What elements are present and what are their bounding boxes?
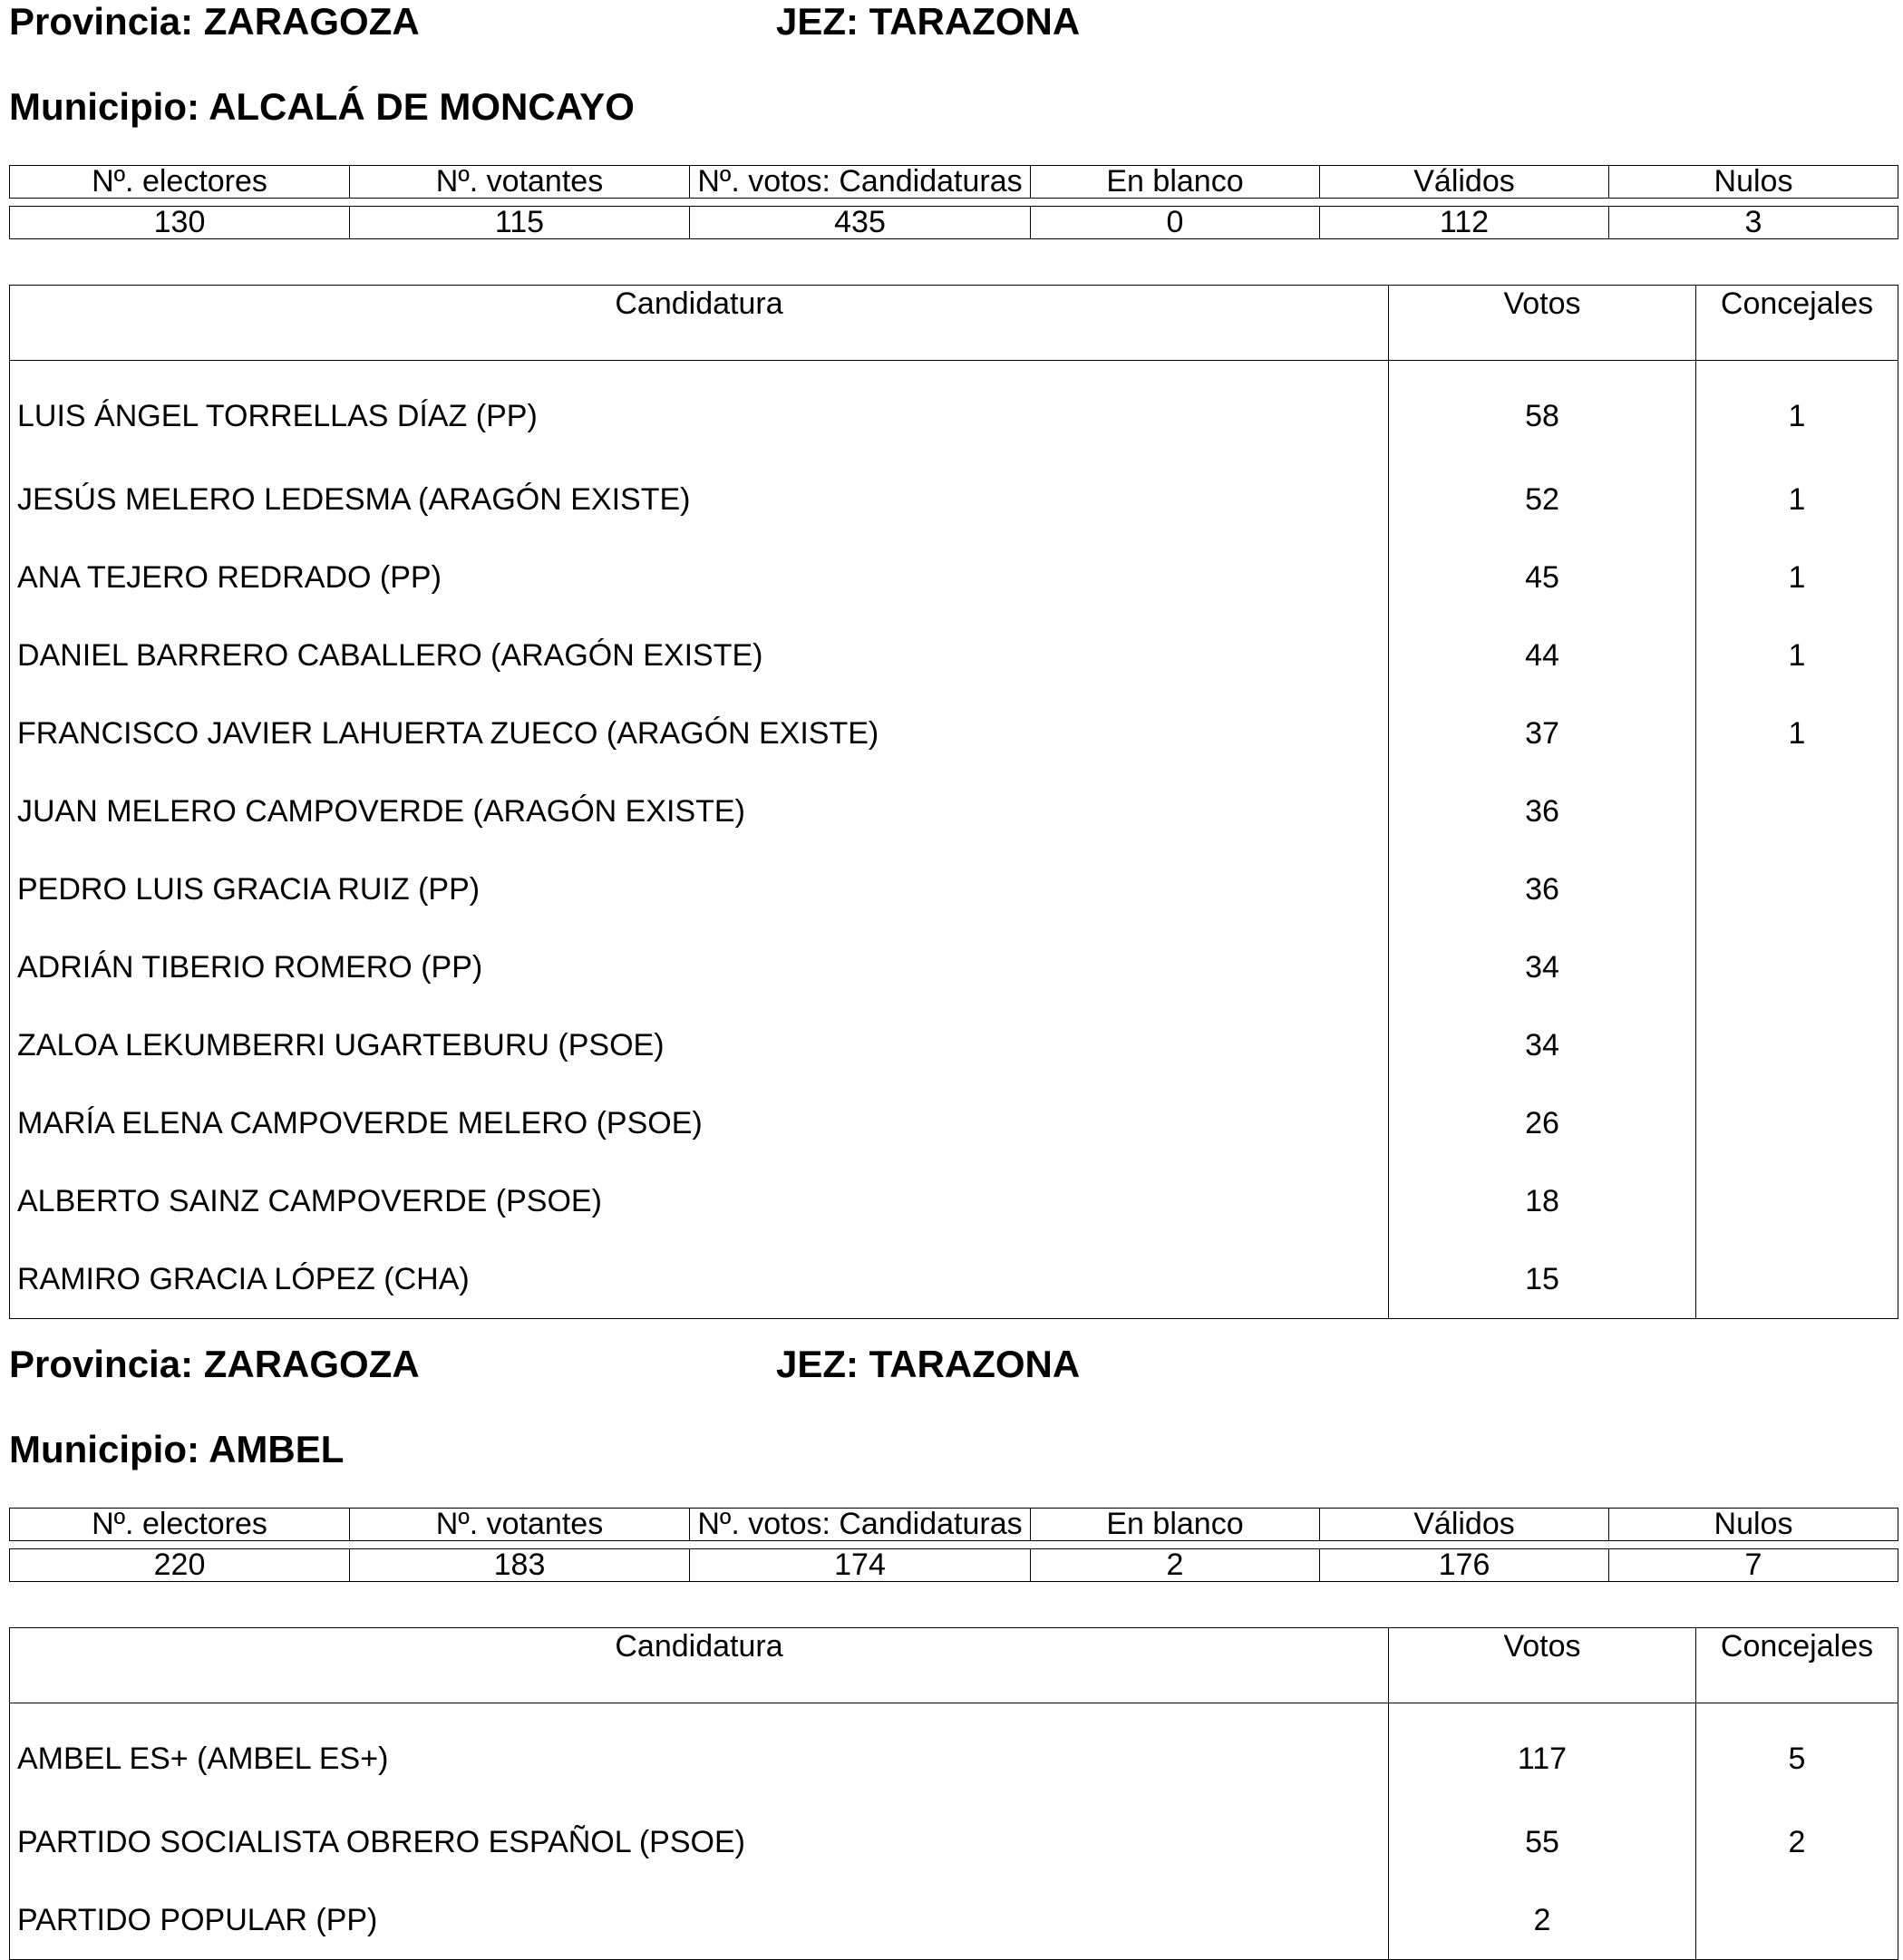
summary-header-cell: Nulos xyxy=(1609,166,1898,199)
summary-value-cell: 7 xyxy=(1609,1549,1898,1582)
summary-value-cell: 220 xyxy=(10,1549,350,1582)
candidate-name: ZALOA LEKUMBERRI UGARTEBURU (PSOE) xyxy=(17,1028,665,1062)
summary-table xyxy=(9,165,1898,239)
table-row xyxy=(10,361,1898,461)
candidate-name: FRANCISCO JAVIER LAHUERTA ZUECO (ARAGÓN EXISTE) xyxy=(17,716,879,751)
candidate-votos: 26 xyxy=(1389,1084,1696,1162)
summary-value-row xyxy=(10,207,1898,239)
summary-header-cell: En blanco xyxy=(1031,166,1320,199)
summary-value-cell: 2 xyxy=(1031,1549,1320,1582)
table-row xyxy=(10,772,1898,850)
summary-header-cell: Nº. votos: Candidaturas xyxy=(690,1509,1031,1541)
summary-value-cell: 0 xyxy=(1031,207,1320,239)
candidate-concejales: 1 xyxy=(1696,361,1898,461)
candidate-concejales xyxy=(1696,772,1898,850)
municipio-label: Municipio: ALCALÁ DE MONCAYO xyxy=(9,85,635,128)
candidates-table xyxy=(9,1627,1898,1960)
summary-value-cell: 115 xyxy=(350,207,690,239)
summary-value-cell: 3 xyxy=(1609,207,1898,239)
candidatura-header: Candidatura xyxy=(10,1628,1389,1703)
summary-header-row xyxy=(10,166,1898,199)
table-row xyxy=(10,539,1898,616)
candidate-name: ALBERTO SAINZ CAMPOVERDE (PSOE) xyxy=(17,1184,602,1218)
candidate-name: PEDRO LUIS GRACIA RUIZ (PP) xyxy=(17,872,481,907)
summary-value-cell: 176 xyxy=(1320,1549,1609,1582)
candidate-name: PARTIDO POPULAR (PP) xyxy=(17,1903,378,1937)
table-row xyxy=(10,1084,1898,1162)
table-row xyxy=(10,850,1898,928)
candidate-concejales: 5 xyxy=(1696,1703,1898,1804)
candidate-name: MARÍA ELENA CAMPOVERDE MELERO (PSOE) xyxy=(17,1106,703,1140)
candidate-concejales xyxy=(1696,1162,1898,1240)
table-row xyxy=(10,694,1898,772)
table-row xyxy=(10,1006,1898,1084)
summary-value-cell: 174 xyxy=(690,1549,1031,1582)
candidates-header-row xyxy=(10,1628,1898,1703)
jez-label: JEZ: TARAZONA xyxy=(776,0,1081,43)
summary-header-cell: Nº. electores xyxy=(10,1509,350,1541)
table-row xyxy=(10,616,1898,694)
candidate-name: AMBEL ES+ (AMBEL ES+) xyxy=(17,1742,389,1776)
candidate-concejales xyxy=(1696,928,1898,1006)
candidate-votos: 34 xyxy=(1389,1006,1696,1084)
table-row xyxy=(10,928,1898,1006)
candidate-concejales: 1 xyxy=(1696,539,1898,616)
candidate-votos: 44 xyxy=(1389,616,1696,694)
candidate-concejales xyxy=(1696,1881,1898,1960)
table-row xyxy=(10,1803,1898,1881)
summary-header-cell: Nº. votos: Candidaturas xyxy=(690,166,1031,199)
candidate-name: ANA TEJERO REDRADO (PP) xyxy=(17,560,442,595)
candidate-votos: 55 xyxy=(1389,1803,1696,1881)
candidate-votos: 37 xyxy=(1389,694,1696,772)
summary-header-row xyxy=(10,1509,1898,1541)
summary-value-cell: 435 xyxy=(690,207,1031,239)
candidatura-header: Candidatura xyxy=(10,286,1389,361)
candidate-concejales: 1 xyxy=(1696,694,1898,772)
summary-value-cell: 183 xyxy=(350,1549,690,1582)
summary-header-cell: En blanco xyxy=(1031,1509,1320,1541)
table-row xyxy=(10,1703,1898,1804)
concejales-header: Concejales xyxy=(1696,1628,1898,1703)
summary-value-row xyxy=(10,1549,1898,1582)
summary-header-cell: Válidos xyxy=(1320,1509,1609,1541)
candidate-concejales: 1 xyxy=(1696,616,1898,694)
summary-header-cell: Nº. votantes xyxy=(350,166,690,199)
candidate-votos: 45 xyxy=(1389,539,1696,616)
candidate-concejales xyxy=(1696,850,1898,928)
candidate-votos: 52 xyxy=(1389,461,1696,539)
candidate-concejales: 1 xyxy=(1696,461,1898,539)
candidate-name: JUAN MELERO CAMPOVERDE (ARAGÓN EXISTE) xyxy=(17,794,745,829)
candidate-concejales: 2 xyxy=(1696,1803,1898,1881)
candidates-table xyxy=(9,285,1898,1319)
candidate-concejales xyxy=(1696,1084,1898,1162)
table-row xyxy=(10,1162,1898,1240)
votos-header: Votos xyxy=(1389,286,1696,361)
candidate-name: JESÚS MELERO LEDESMA (ARAGÓN EXISTE) xyxy=(17,482,691,517)
summary-header-cell: Nº. votantes xyxy=(350,1509,690,1541)
candidates-header-row xyxy=(10,286,1898,361)
summary-header-cell: Nulos xyxy=(1609,1509,1898,1541)
candidate-votos: 34 xyxy=(1389,928,1696,1006)
votos-header: Votos xyxy=(1389,1628,1696,1703)
table-row xyxy=(10,1240,1898,1319)
table-row xyxy=(10,461,1898,539)
provincia-label: Provincia: ZARAGOZA xyxy=(9,1343,420,1385)
candidate-votos: 2 xyxy=(1389,1881,1696,1960)
candidate-name: ADRIÁN TIBERIO ROMERO (PP) xyxy=(17,950,483,985)
candidate-name: DANIEL BARRERO CABALLERO (ARAGÓN EXISTE) xyxy=(17,638,763,673)
concejales-header: Concejales xyxy=(1696,286,1898,361)
candidate-votos: 18 xyxy=(1389,1162,1696,1240)
candidate-name: PARTIDO SOCIALISTA OBRERO ESPAÑOL (PSOE) xyxy=(17,1825,745,1859)
jez-label: JEZ: TARAZONA xyxy=(776,1343,1081,1385)
municipio-label: Municipio: AMBEL xyxy=(9,1428,345,1470)
summary-value-cell: 112 xyxy=(1320,207,1609,239)
provincia-label: Provincia: ZARAGOZA xyxy=(9,0,420,43)
candidate-concejales xyxy=(1696,1006,1898,1084)
candidate-name: RAMIRO GRACIA LÓPEZ (CHA) xyxy=(17,1262,470,1296)
table-row xyxy=(10,1881,1898,1960)
summary-header-cell: Nº. electores xyxy=(10,166,350,199)
summary-header-cell: Válidos xyxy=(1320,166,1609,199)
summary-value-cell: 130 xyxy=(10,207,350,239)
candidate-concejales xyxy=(1696,1240,1898,1319)
candidate-votos: 36 xyxy=(1389,772,1696,850)
candidate-votos: 117 xyxy=(1389,1703,1696,1804)
candidate-votos: 15 xyxy=(1389,1240,1696,1319)
summary-table xyxy=(9,1508,1898,1582)
candidate-name: LUIS ÁNGEL TORRELLAS DÍAZ (PP) xyxy=(17,399,538,433)
candidate-votos: 36 xyxy=(1389,850,1696,928)
candidate-votos: 58 xyxy=(1389,361,1696,461)
